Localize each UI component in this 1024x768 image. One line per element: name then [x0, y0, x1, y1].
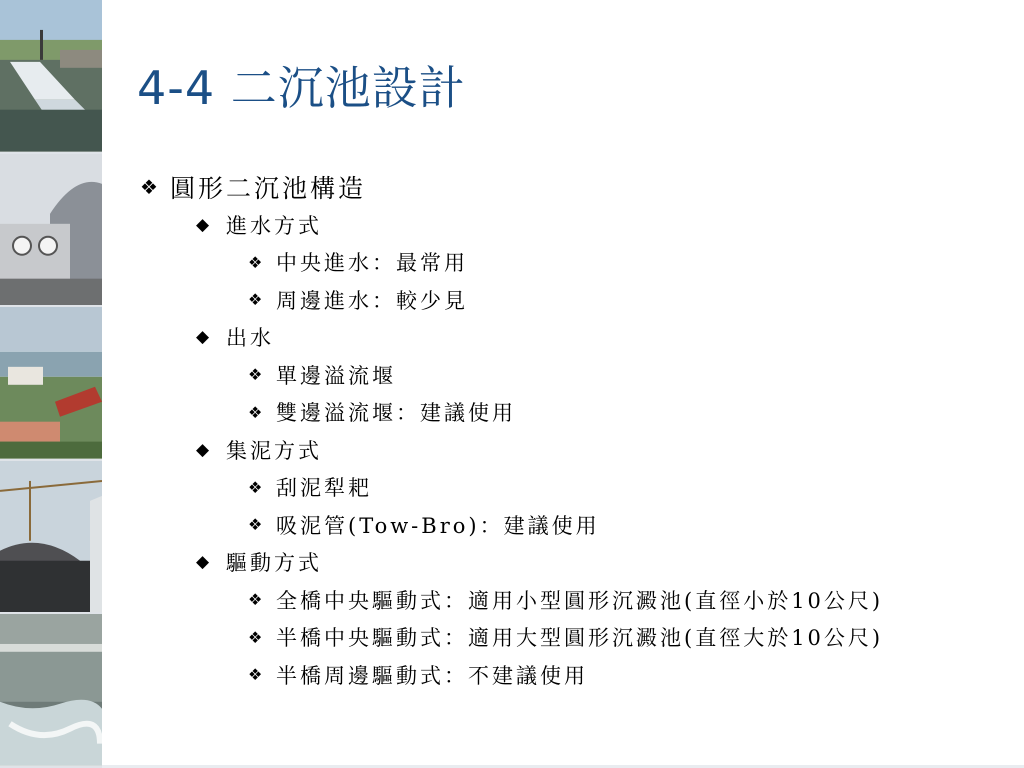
outline-item [140, 168, 1000, 206]
diamond-bullet-icon: ◆ [196, 439, 210, 460]
slide-title: 4-4 二沉池設計 [137, 61, 466, 115]
outline-text: 半橋周邊驅動式：不建議使用 [276, 663, 588, 688]
outline-item [140, 356, 1000, 394]
weir-overflow-photo [0, 614, 102, 768]
diamond-flower-bullet-icon: ❖ [248, 365, 263, 385]
outline-item [140, 244, 1000, 282]
weir-spillway-photo [0, 0, 102, 154]
outline-text: 驅動方式 [226, 551, 322, 576]
outline-item [140, 656, 1000, 694]
outline-item [140, 281, 1000, 319]
diamond-flower-bullet-icon: ❖ [248, 477, 263, 497]
outline-text: 全橋中央驅動式：適用小型圓形沉澱池(直徑小於10公尺) [276, 588, 884, 613]
outline-text: 周邊進水：較少見 [276, 288, 468, 313]
outline-list [140, 168, 1000, 694]
diamond-flower-bullet-icon: ❖ [140, 175, 158, 199]
outline-text: 雙邊溢流堰：建議使用 [276, 401, 516, 426]
outline-item [140, 394, 1000, 432]
outline-text: 單邊溢流堰 [276, 363, 396, 388]
diamond-bullet-icon: ◆ [196, 327, 210, 348]
diamond-flower-bullet-icon: ❖ [248, 402, 263, 422]
diamond-flower-bullet-icon: ❖ [248, 665, 263, 685]
diamond-flower-bullet-icon: ❖ [248, 290, 263, 310]
dome-building-photo [0, 154, 102, 308]
outline-item [140, 469, 1000, 507]
diamond-flower-bullet-icon: ❖ [248, 590, 263, 610]
outline-text: 進水方式 [226, 213, 322, 238]
outline-item [140, 581, 1000, 619]
diamond-flower-bullet-icon: ❖ [248, 515, 263, 535]
treatment-plant-aerial-photo [0, 307, 102, 461]
outline-text: 出水 [226, 326, 274, 351]
diamond-bullet-icon: ◆ [196, 552, 210, 573]
outline-text: 集泥方式 [226, 438, 322, 463]
outline-text: 圓形二沉池構造 [170, 174, 367, 203]
outline-item [140, 619, 1000, 657]
outline-text: 吸泥管(Tow-Bro)：建議使用 [276, 513, 600, 538]
outline-item [140, 544, 1000, 582]
outline-item [140, 506, 1000, 544]
outline-text: 半橋中央驅動式：適用大型圓形沉澱池(直徑大於10公尺) [276, 626, 884, 651]
diamond-flower-bullet-icon: ❖ [248, 627, 263, 647]
outline-item [140, 319, 1000, 357]
outline-item [140, 431, 1000, 469]
outline-text: 中央進水：最常用 [276, 251, 468, 276]
diamond-bullet-icon: ◆ [196, 214, 210, 235]
diamond-flower-bullet-icon: ❖ [248, 252, 263, 272]
construction-crane-photo [0, 461, 102, 615]
outline-item [140, 206, 1000, 244]
outline-text: 刮泥犁耙 [276, 476, 372, 501]
photo-strip [0, 0, 102, 768]
